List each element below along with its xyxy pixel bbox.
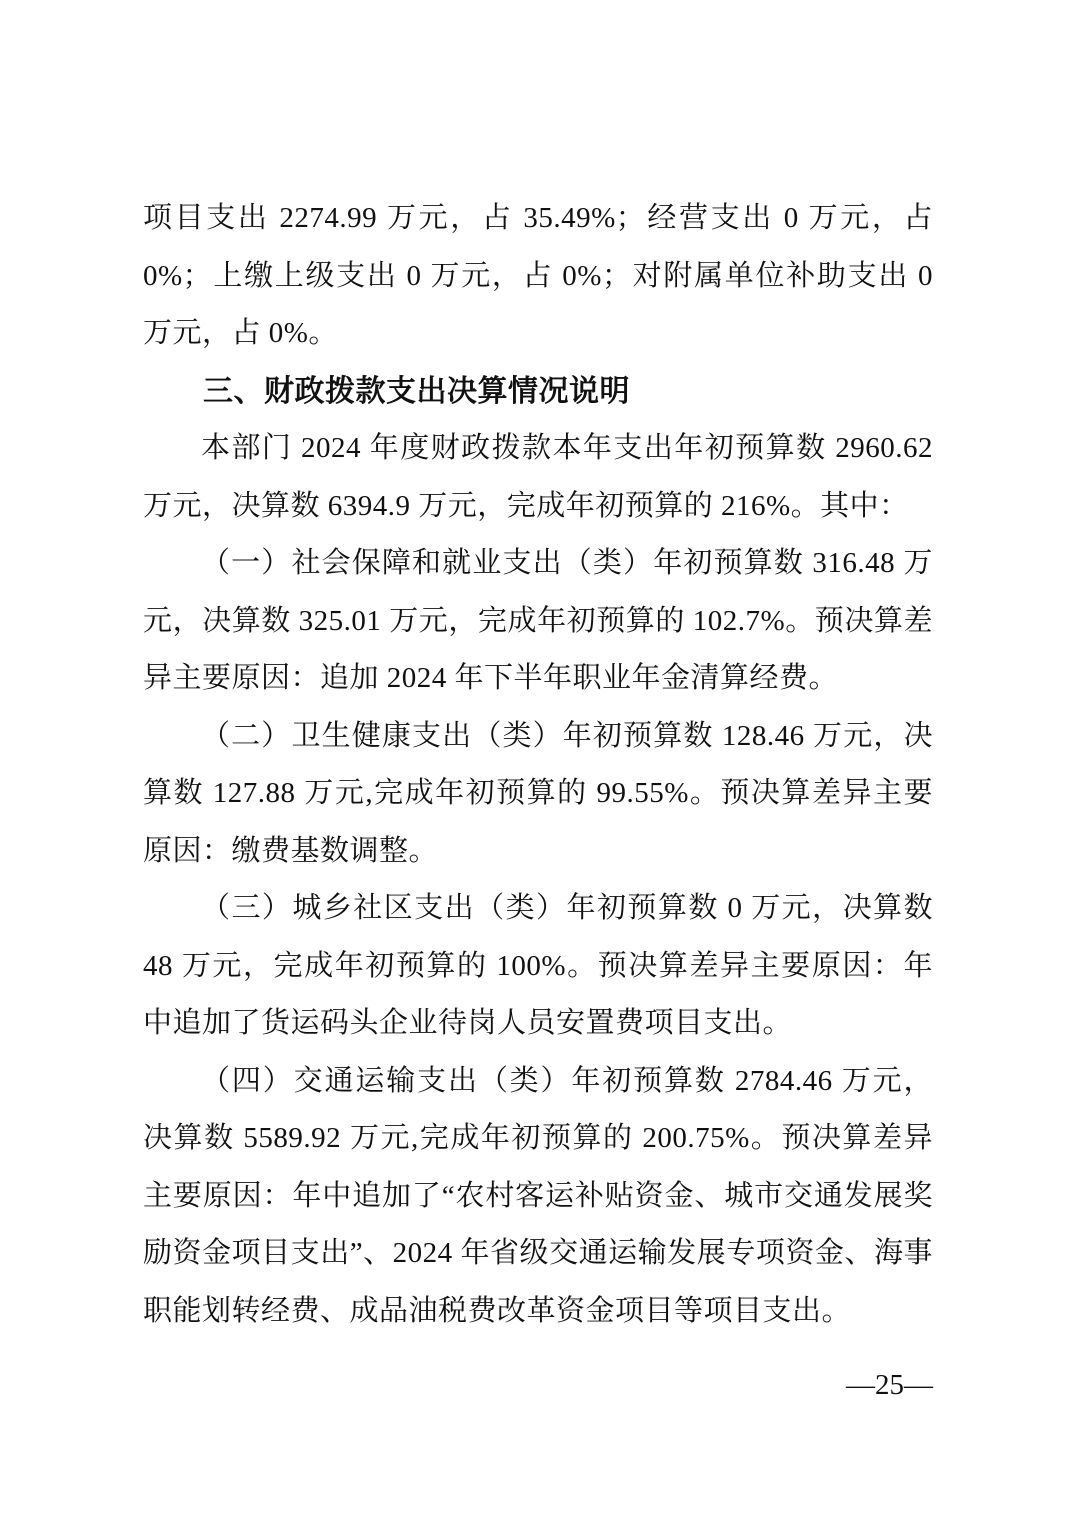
paragraph-item-3-urban-rural-community: （三）城乡社区支出（类）年初预算数 0 万元，决算数 48 万元，完成年初预算的 100%。预决算差异主要原因：年中追加了货运码头企业待岗人员安置费项目支出。 [143,892,933,1039]
paragraph-overview: 本部门 2024 年度财政拨款本年支出年初预算数 2960.62 万元，决算数 6394.9 万元，完成年初预算的 216%。其中： [143,432,933,522]
paragraph-item-4-transportation: （四）交通运输支出（类）年初预算数 2784.46 万元，决算数 5589.92 万元,完成年初预算的 200.75%。预决算差异主要原因：年中追加了“农村客运补贴资金、城市交通发展奖励资金项目支出”、2024 年省级交通运输发展专项资金、海事职能划转经费、成品油税费改革资金项目等项目支出。 [143,1064,933,1327]
paragraph-item-1-social-security: （一）社会保障和就业支出（类）年初预算数 316.48 万元，决算数 325.01 万元，完成年初预算的 102.7%。预决算差异主要原因：追加 2024 年下半年职业年金清算经费。 [143,547,933,694]
paragraph-expenditure-continuation: 项目支出 2274.99 万元，占 35.49%；经营支出 0 万元，占 0%；上缴上级支出 0 万元，占 0%；对附属单位补助支出 0 万元，占 0%。 [143,202,933,349]
section-heading-fiscal-appropriation: 三、财政拨款支出决算情况说明 [203,374,630,408]
document-body [143,190,933,1340]
paragraph-item-2-health: （二）卫生健康支出（类）年初预算数 128.46 万元，决算数 127.88 万元,完成年初预算的 99.55%。预决算差异主要原因：缴费基数调整。 [143,719,933,867]
page-number: —25— [846,1369,933,1401]
